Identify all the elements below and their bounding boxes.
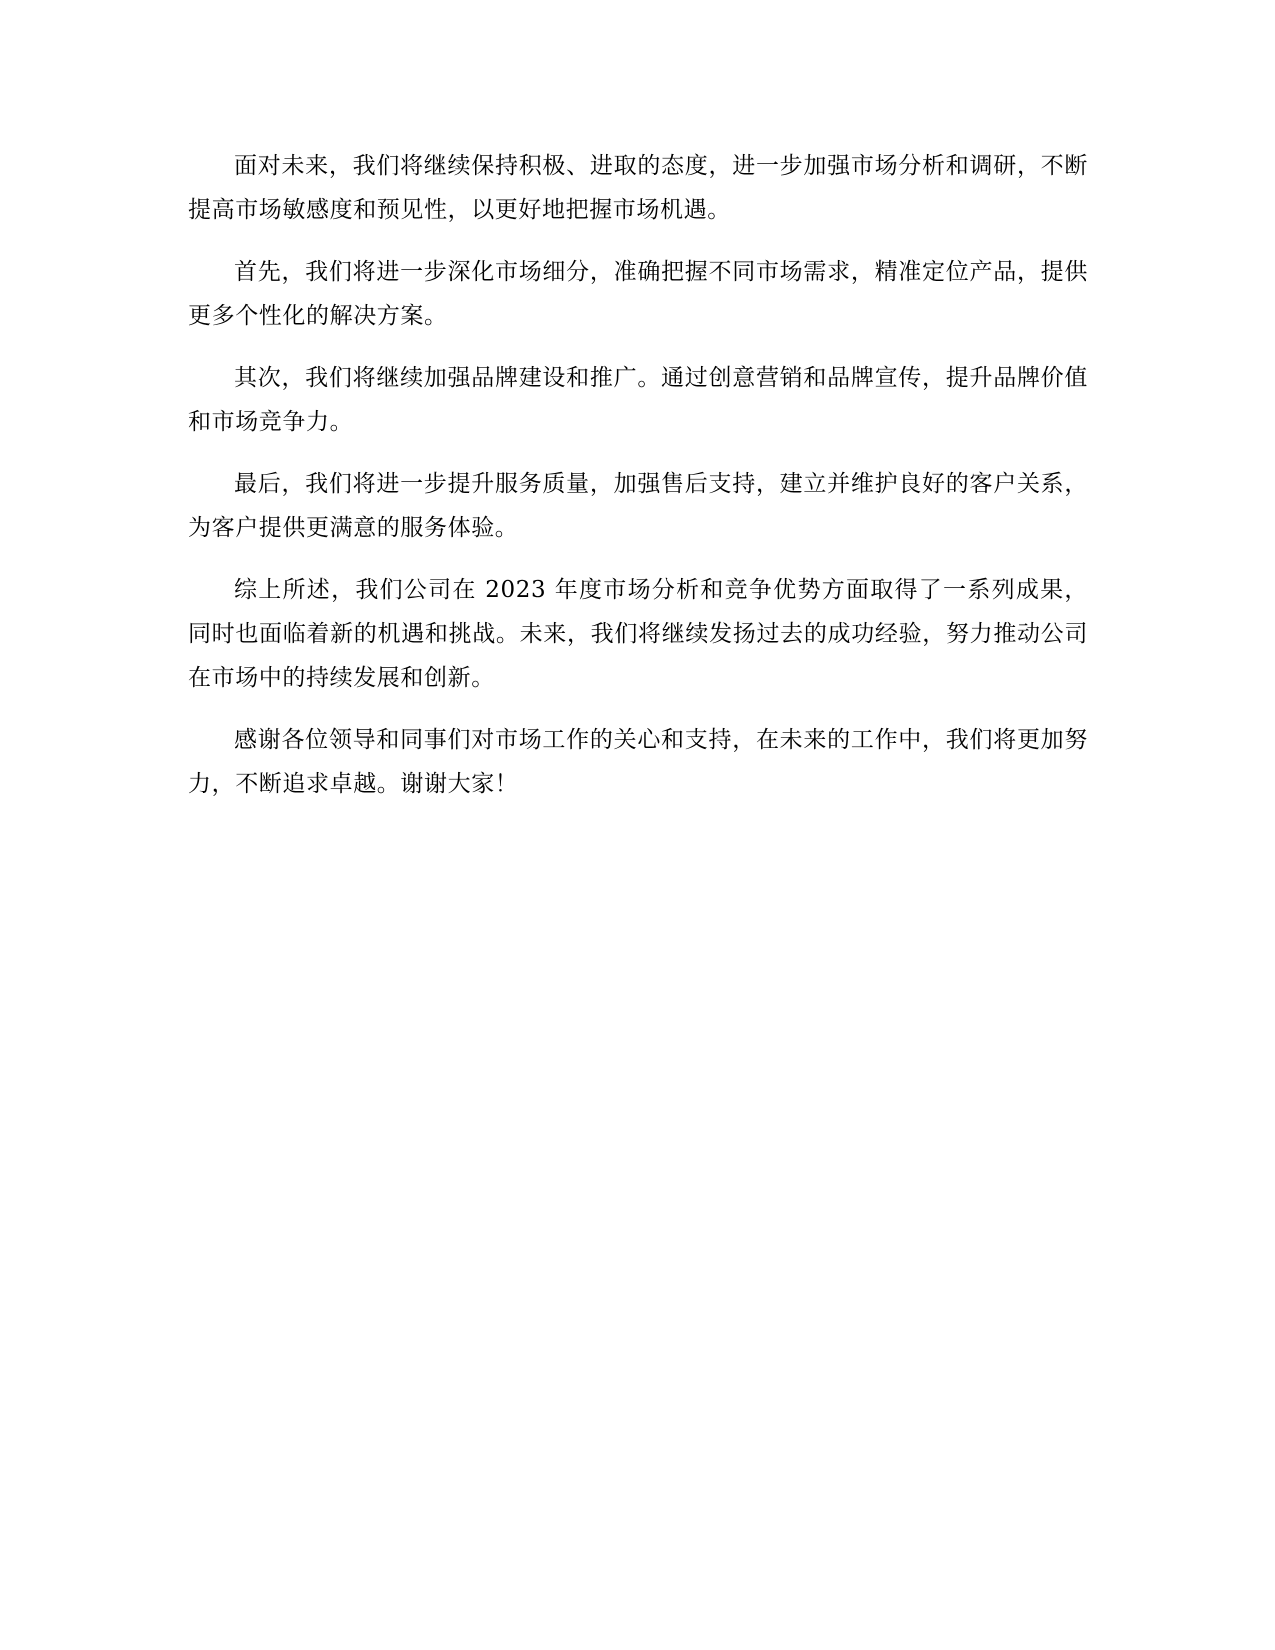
paragraph-future-outlook: 面对未来，我们将继续保持积极、进取的态度，进一步加强市场分析和调研，不断提高市场敏感度和预见性，以更好地把握市场机遇。: [188, 153, 1088, 223]
paragraph-summary: 综上所述，我们公司在 2023 年度市场分析和竞争优势方面取得了一系列成果，同时也面临着新的机遇和挑战。未来，我们将继续发扬过去的成功经验，努力推动公司在市场中的持续发展和创新。: [188, 577, 1088, 691]
paragraph-brand-building: 其次，我们将继续加强品牌建设和推广。通过创意营销和品牌宣传，提升品牌价值和市场竞争力。: [188, 365, 1088, 435]
paragraph-market-segmentation: 首先，我们将进一步深化市场细分，准确把握不同市场需求，精准定位产品，提供更多个性化的解决方案。: [188, 259, 1088, 329]
paragraph-service-quality: 最后，我们将进一步提升服务质量，加强售后支持，建立并维护良好的客户关系，为客户提供更满意的服务体验。: [188, 471, 1088, 541]
document-body: [188, 144, 1088, 824]
paragraph-thanks: 感谢各位领导和同事们对市场工作的关心和支持，在未来的工作中，我们将更加努力，不断追求卓越。谢谢大家！: [188, 727, 1088, 797]
